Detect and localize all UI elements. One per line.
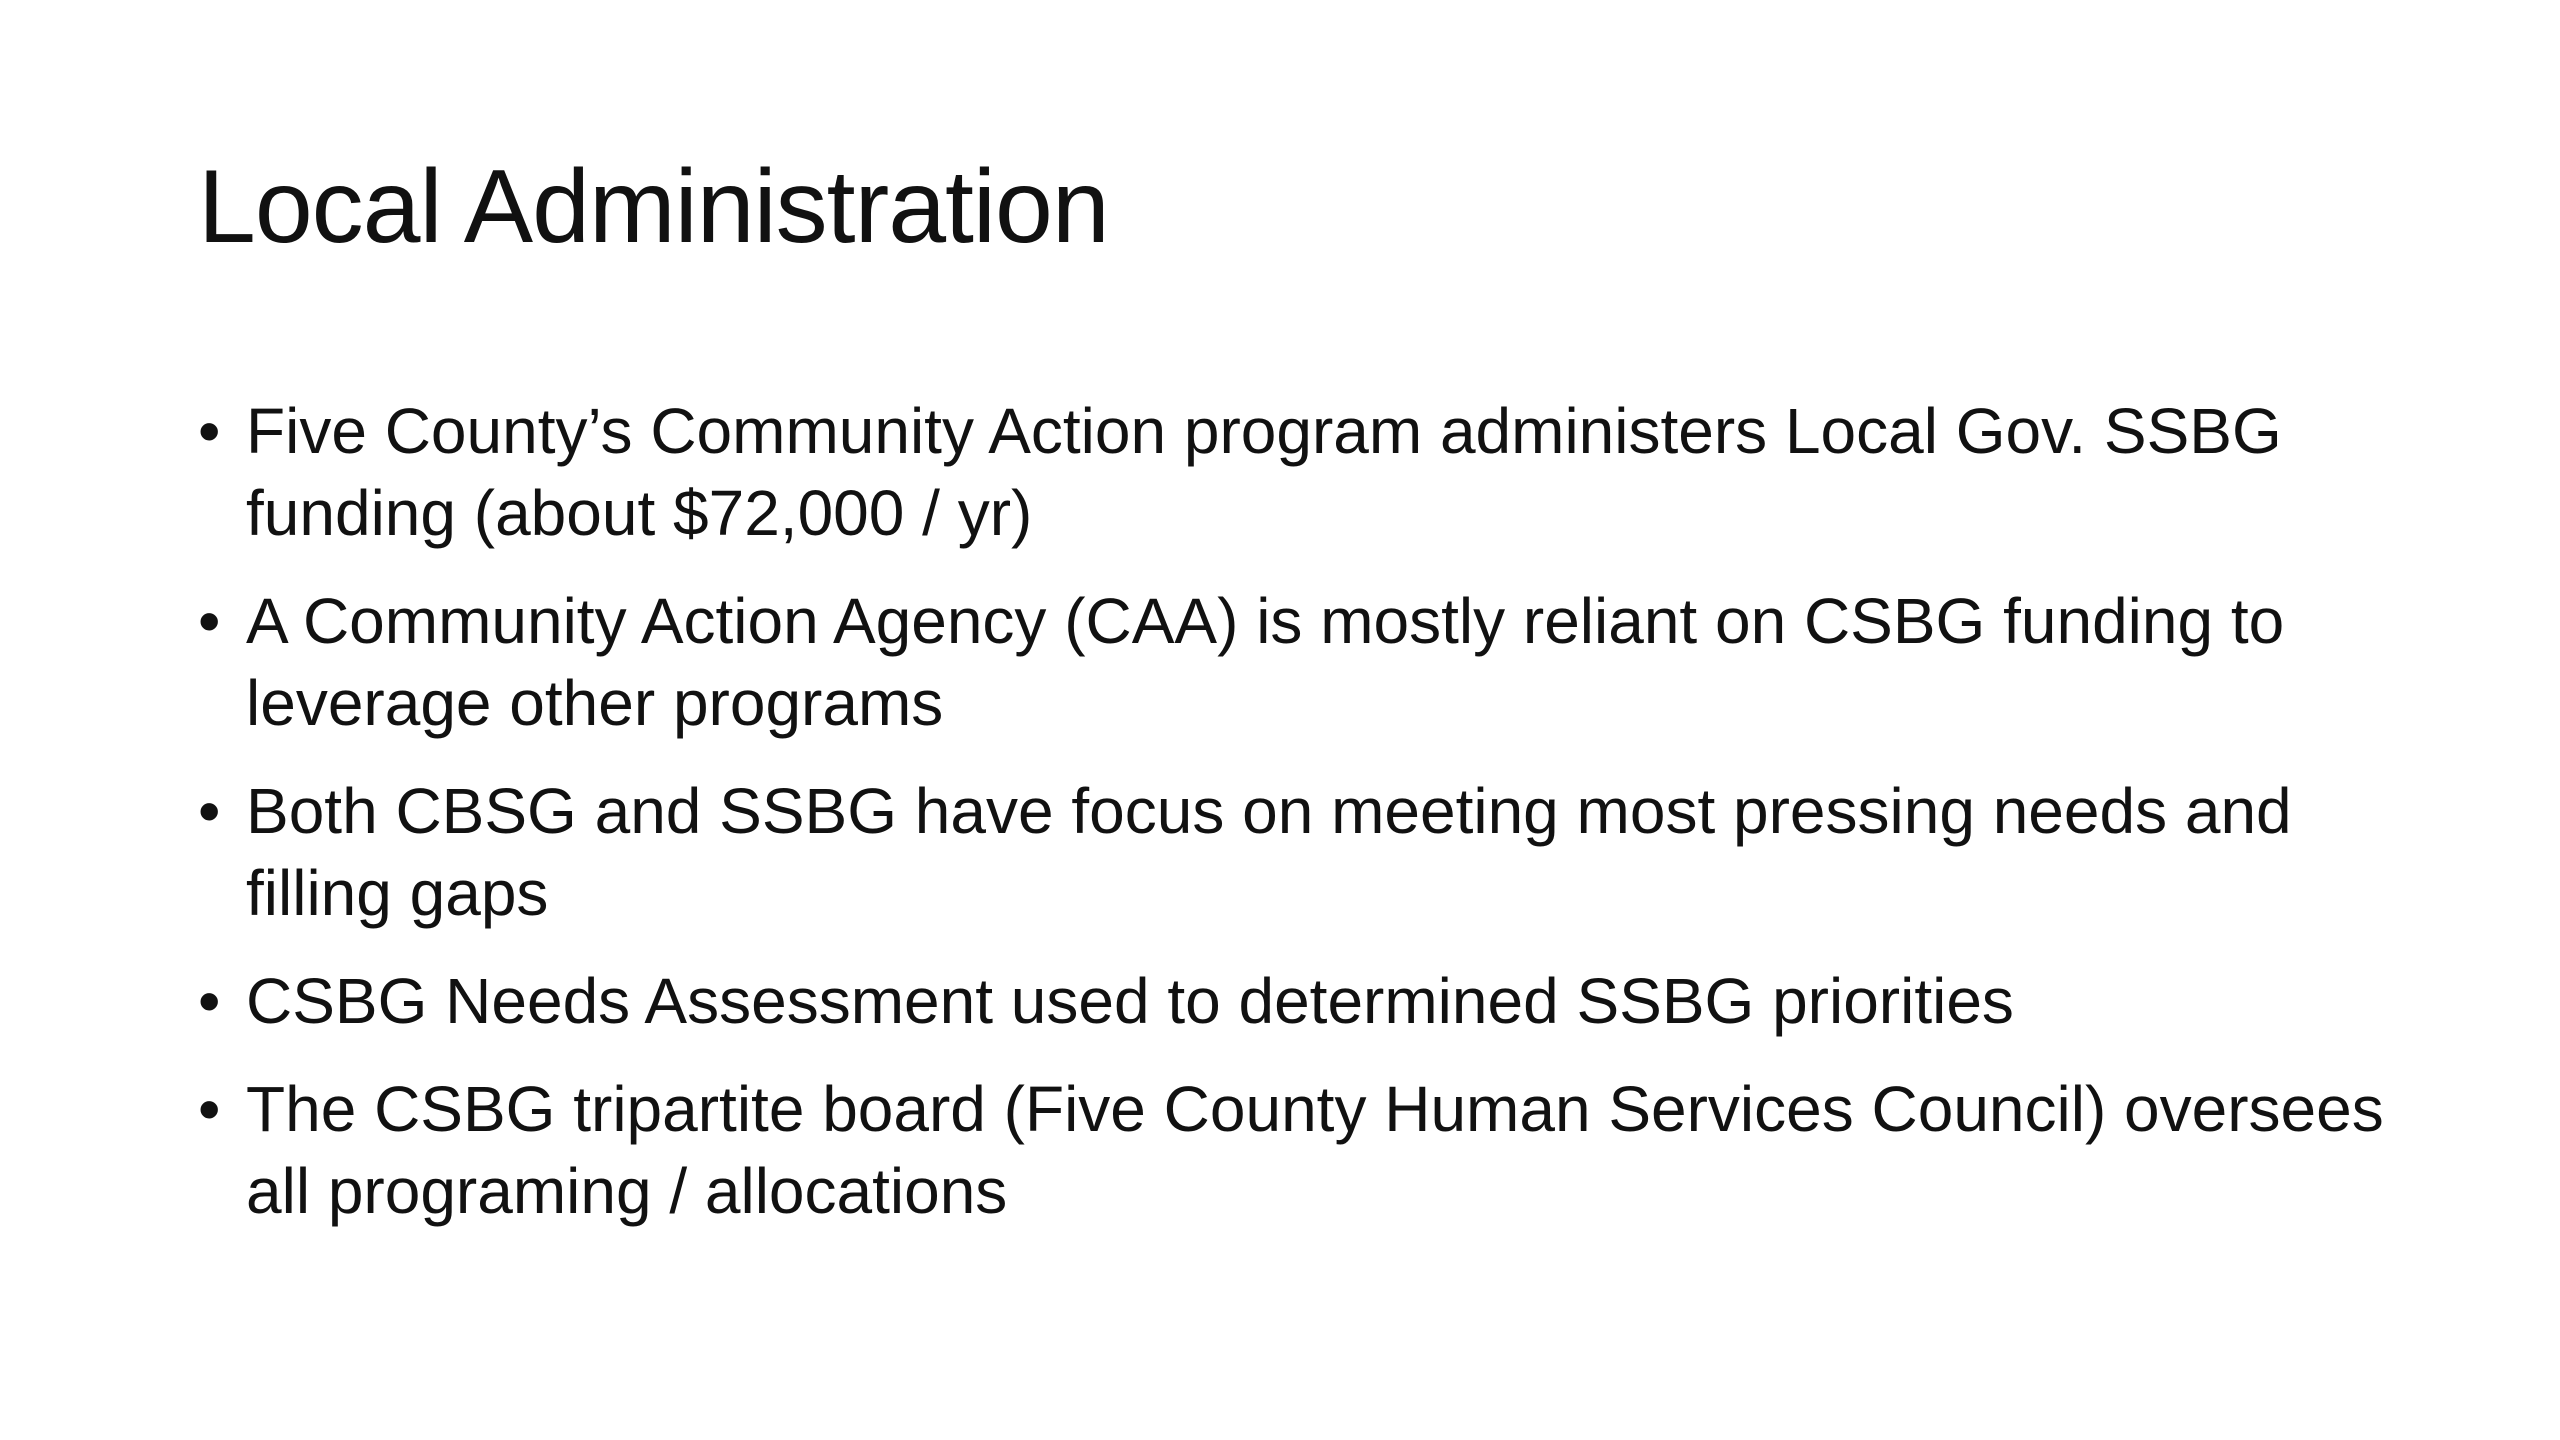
bullet-text: The CSBG tripartite board (Five County Human Services Council) oversees all programing / allocations	[246, 1073, 2384, 1227]
bullet-text: Both CBSG and SSBG have focus on meeting most pressing needs and filling gaps	[246, 775, 2292, 929]
bullet-dot-icon: •	[198, 775, 221, 847]
bullet-dot-icon: •	[198, 585, 221, 657]
bullet-dot-icon: •	[198, 1073, 221, 1145]
bullet-item	[198, 960, 2418, 1042]
bullet-item	[198, 580, 2418, 744]
bullet-text: A Community Action Agency (CAA) is mostly reliant on CSBG funding to leverage other programs	[246, 585, 2285, 739]
bullet-item	[198, 770, 2418, 934]
bullet-dot-icon: •	[198, 965, 221, 1037]
bullet-dot-icon: •	[198, 395, 221, 467]
bullet-text: CSBG Needs Assessment used to determined SSBG priorities	[246, 965, 2014, 1037]
slide-title: Local Administration	[198, 149, 1109, 265]
bullet-item	[198, 1068, 2418, 1232]
bullet-text: Five County’s Community Action program administers Local Gov. SSBG funding (about $72,000 / yr)	[246, 395, 2282, 549]
bullet-list	[198, 390, 2418, 1258]
bullet-item	[198, 390, 2418, 554]
